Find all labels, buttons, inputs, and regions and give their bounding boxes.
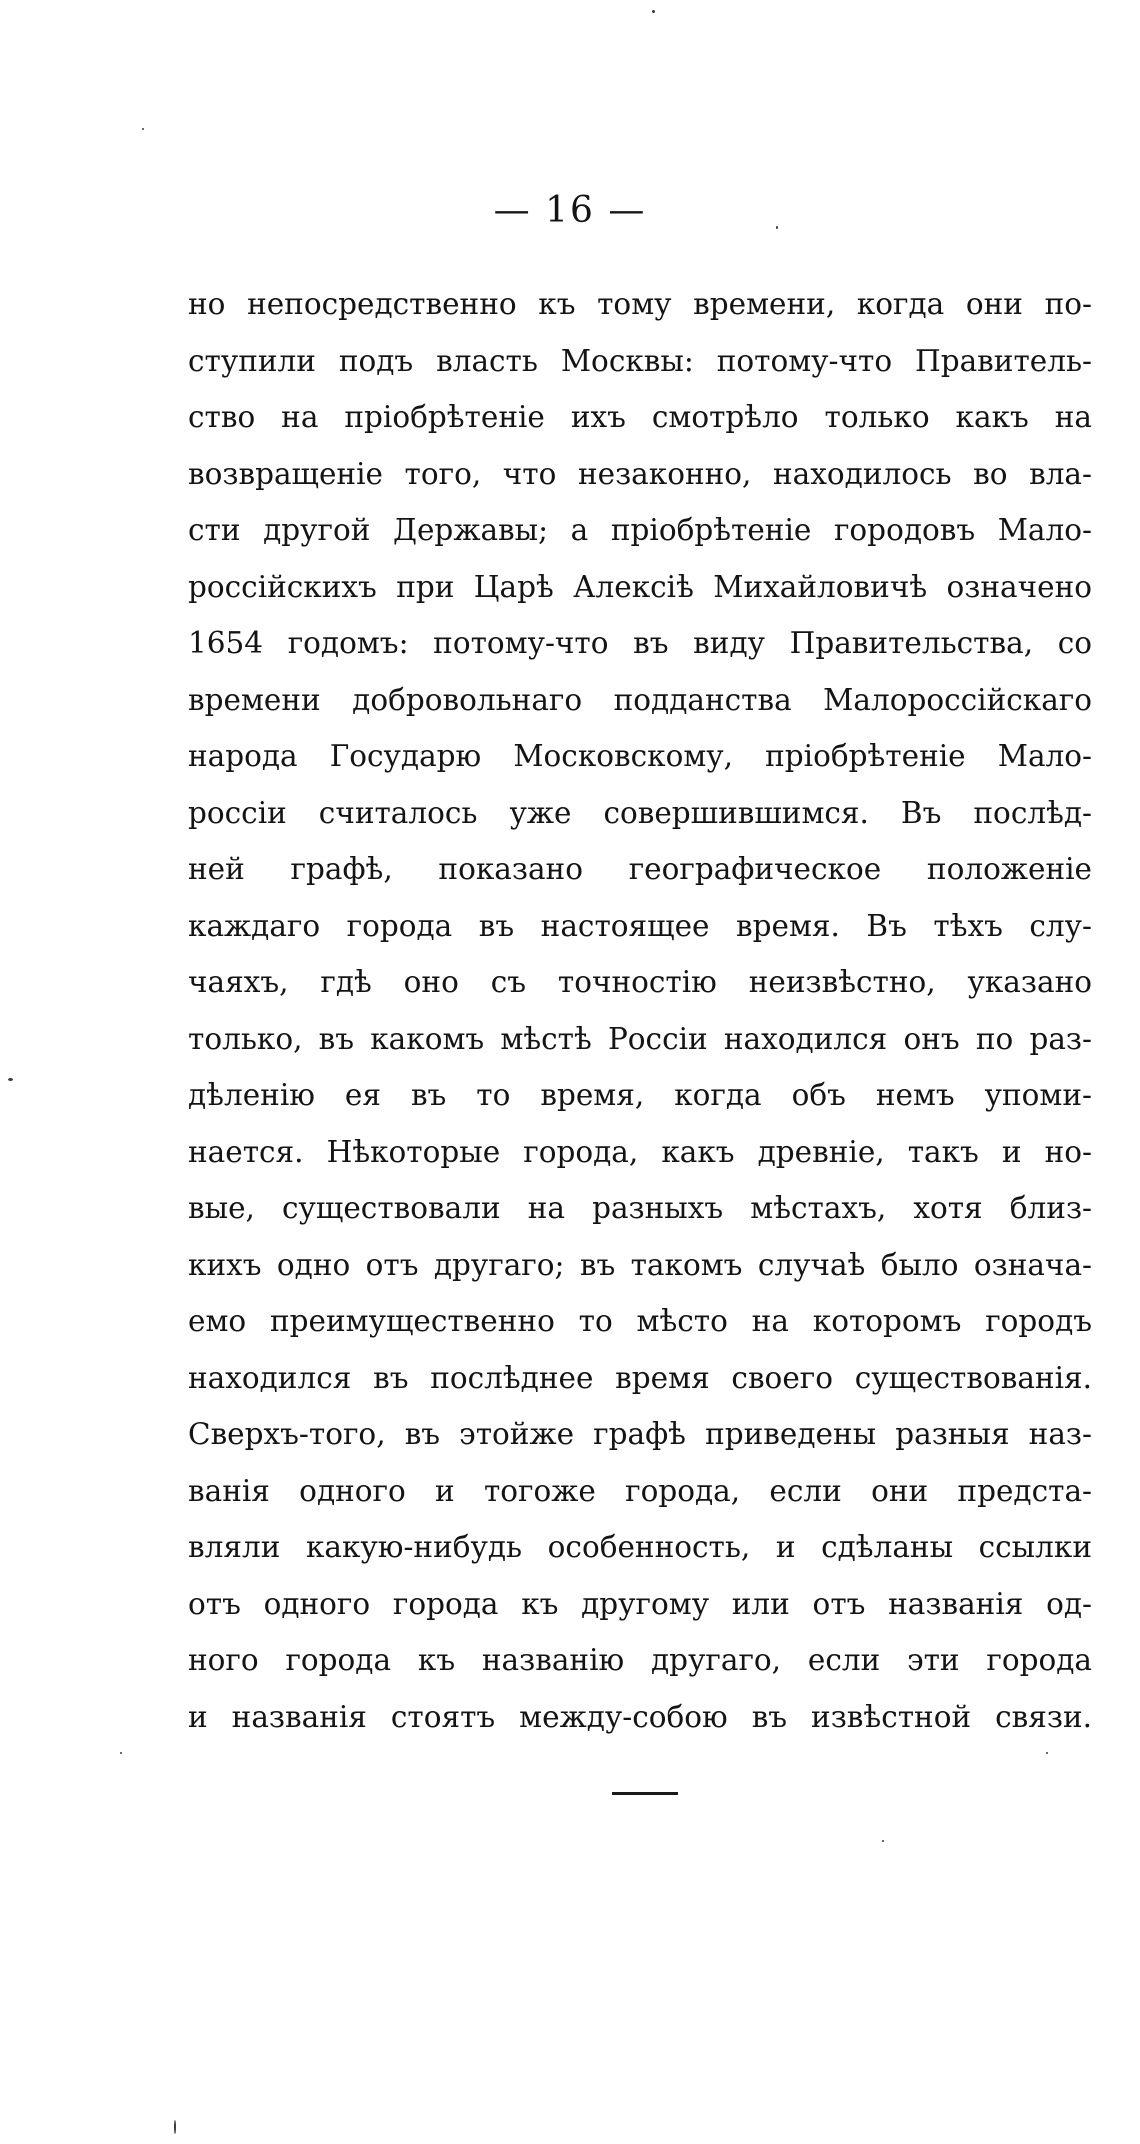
body-text (188, 276, 1092, 1745)
text-line: вляли какую-нибудь особенность, и сдѣланы ссылки (188, 1530, 1092, 1564)
text-line: но непосредственно къ тому времени, когда они по- (188, 287, 1092, 321)
scan-speck (142, 128, 144, 130)
page-number: — 16 — (493, 190, 647, 231)
scan-speck (776, 226, 778, 229)
text-line: каждаго города въ настоящее время. Въ тѣхъ слу- (188, 908, 1092, 943)
text-line: ней графѣ, показано географическое положеніе (188, 852, 1092, 886)
text-line: ство на пріобрѣтеніе ихъ смотрѣло только какъ на (188, 400, 1092, 434)
scan-speck (120, 1752, 122, 1754)
scan-speck (174, 2120, 176, 2134)
text-line: народа Государю Московскому, пріобрѣтеніе Мало- (188, 739, 1092, 773)
text-line: сти другой Державы; а пріобрѣтеніе городовъ Мало- (188, 513, 1092, 547)
scan-speck (882, 1840, 884, 1842)
scan-speck (8, 1078, 13, 1081)
text-line: только, въ какомъ мѣстѣ Россіи находился онъ по раз- (188, 1021, 1092, 1056)
text-line: возвращеніе того, что незаконно, находилось во вла- (188, 456, 1092, 491)
text-line: кихъ одно отъ другаго; въ такомъ случаѣ было означа- (188, 1247, 1092, 1282)
text-line: ванія одного и тогоже города, если они предста- (188, 1473, 1092, 1508)
scan-speck (652, 10, 655, 13)
text-line: дѣленію ея въ то время, когда объ немъ упоми- (188, 1078, 1092, 1112)
text-line: нается. Нѣкоторые города, какъ древніе, такъ и но- (188, 1134, 1092, 1169)
text-line: 1654 годомъ: потому-что въ виду Правительства, со (188, 626, 1092, 660)
text-line: и названія стоятъ между-собою въ извѣстной связи. (188, 1699, 1092, 1734)
text-line: Сверхъ-того, въ этойже графѣ приведены разныя наз- (188, 1417, 1092, 1451)
scan-speck (1046, 1752, 1048, 1754)
text-line: времени добровольнаго подданства Малороссійскаго (188, 682, 1092, 717)
text-line: находился въ послѣднее время своего существованія. (188, 1360, 1092, 1395)
text-line: емо преимущественно то мѣсто на которомъ городъ (188, 1304, 1092, 1338)
end-rule (612, 1792, 678, 1795)
text-line: ступили подъ власть Москвы: потому-что Правитель- (188, 343, 1092, 378)
text-line: россійскихъ при Царѣ Алексіѣ Михайловичѣ означено (188, 569, 1092, 604)
text-line: ного города къ названію другаго, если эти города (188, 1643, 1092, 1677)
text-line: отъ одного города къ другому или отъ названія од- (188, 1586, 1092, 1621)
text-line: россіи считалось уже совершившимся. Въ послѣд- (188, 795, 1092, 830)
text-line: вые, существовали на разныхъ мѣстахъ, хотя близ- (188, 1191, 1092, 1225)
text-line: чаяхъ, гдѣ оно съ точностію неизвѣстно, указано (188, 965, 1092, 999)
